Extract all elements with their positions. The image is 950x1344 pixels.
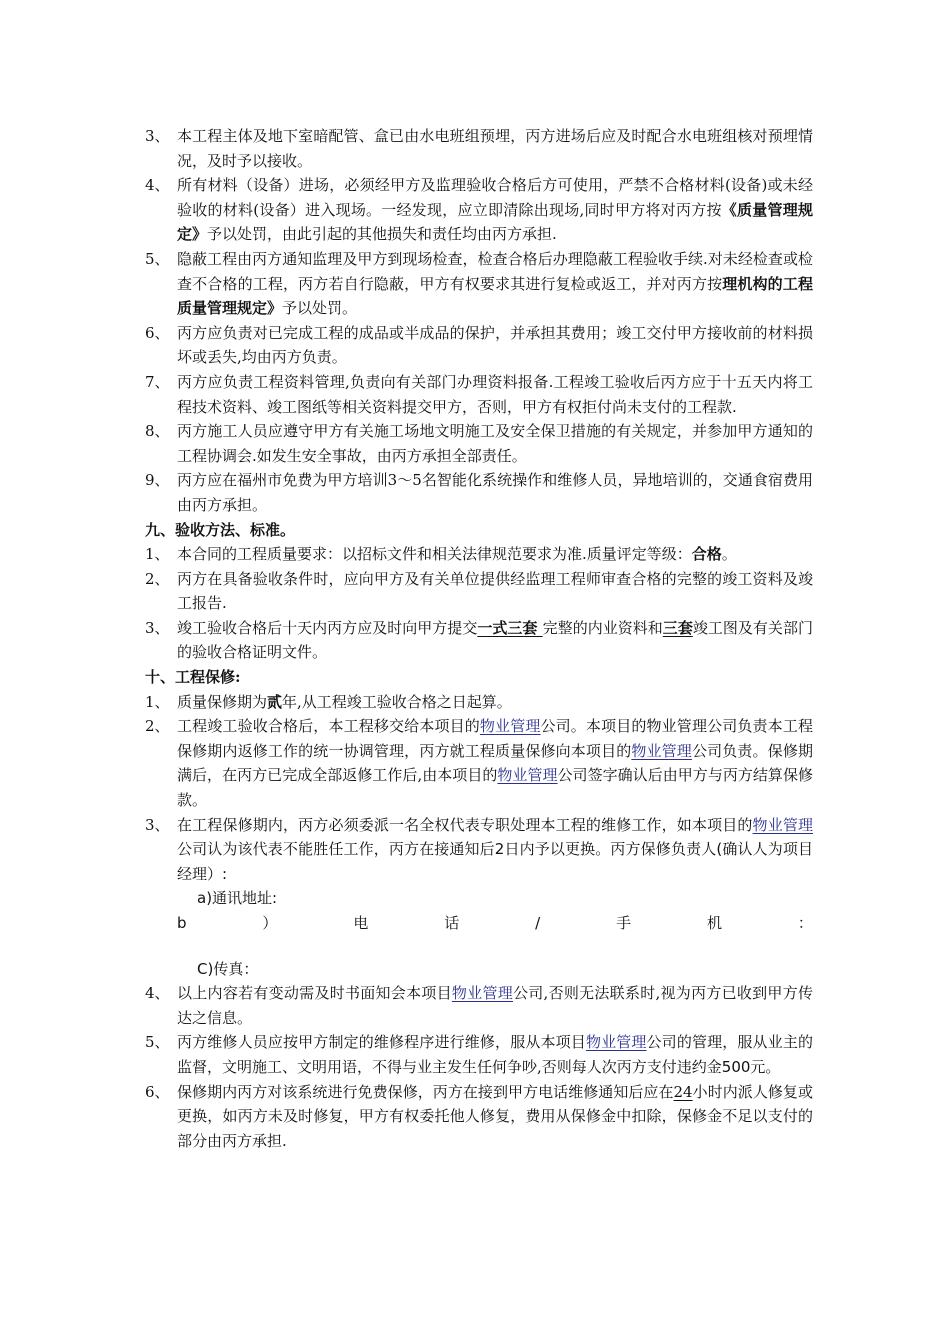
penalty-amount: 500: [721, 1057, 751, 1076]
property-management-link[interactable]: 物业管理: [752, 815, 813, 834]
clause-text: 隐蔽工程由丙方通知监理及甲方到现场检查，检查合格后办理隐蔽工程验收手续.对未经检查或检查不合格的工程，丙方若自行隐蔽，甲方有权要求其进行复检或返工，并对丙方按理机构的工程质量管理规定》予以处罚。: [177, 249, 813, 318]
phone-label-part: b: [177, 914, 187, 932]
phone-label-part: ）: [262, 914, 278, 932]
clause-text: 以上内容若有变动需及时书面知会本项目物业管理公司,否则无法联系时,视为丙方已收到甲方传达之信息。: [177, 984, 813, 1027]
clause-text: 所有材料（设备）进场，必须经甲方及监理验收合格后方可使用，严禁不合格材料(设备)或未经验收的材料(设备）进入现场。一经发现，应立即清除出现场,同时甲方将对丙方按《质量管理规定》予以处罚，由此引起的其他损失和责任均由丙方承担.: [177, 176, 813, 244]
clause-number: 1、: [145, 545, 170, 564]
clause-item: [145, 981, 813, 1030]
clause-number: 2、: [145, 569, 170, 588]
clause-text: 本工程主体及地下室暗配管、盒已由水电班组预埋，丙方进场后应及时配合水电班组核对预埋情况，及时予以接收。: [177, 127, 813, 170]
clause-number: 6、: [145, 1082, 170, 1101]
clause-text: 在工程保修期内，丙方必须委派一名全权代表专职处理本工程的维修工作，如本项目的物业管理公司认为该代表不能胜任工作，丙方在接通知后2日内予以更换。丙方保修负责人(确认人为项目经理）:: [177, 815, 813, 883]
property-management-link[interactable]: 物业管理: [585, 1033, 647, 1052]
clause-text: 质量保修期为贰年,从工程竣工验收合格之日起算。: [177, 692, 512, 711]
clause-text: 丙方维修人员应按甲方制定的维修程序进行维修，服从本项目物业管理公司的管理，服从业主的监督，文明施工、文明用语，不得与业主发生任何争吵,否则每人次丙方支付违约金500元。: [177, 1033, 813, 1076]
clause-item: [145, 321, 813, 370]
phone-label-part: /: [535, 914, 541, 932]
property-management-link[interactable]: 物业管理: [497, 766, 558, 785]
section-heading-warranty: 十、工程保修:: [145, 668, 241, 687]
clause-number: 3、: [145, 618, 170, 637]
property-management-link[interactable]: 物业管理: [631, 741, 692, 760]
phone-label-part: 手: [616, 914, 632, 932]
clause-number: 3、: [145, 127, 170, 145]
clause-text: 丙方在具备验收条件时，应向甲方及有关单位提供经监理工程师审查合格的完整的竣工资料及竣工报告.: [177, 569, 813, 613]
clause-number: 7、: [145, 372, 170, 391]
property-management-link[interactable]: 物业管理: [451, 984, 513, 1003]
clause-item: [145, 1080, 813, 1154]
response-hours: 24: [673, 1082, 693, 1101]
clause-item: [145, 714, 813, 812]
clause-number: 6、: [145, 323, 170, 342]
clause-number: 4、: [145, 984, 170, 1003]
clause-item: [145, 419, 813, 468]
clause-item: [145, 813, 813, 887]
phone-label-part: ：: [797, 914, 813, 932]
clause-text: 竣工验收合格后十天内丙方应及时向甲方提交一式三套 完整的内业资料和三套竣工图及有关部门的验收合格证明文件。: [177, 618, 813, 662]
phone-label-part: 话: [444, 914, 460, 932]
phone-label-part: 机: [707, 914, 723, 932]
clause-text: 工程竣工验收合格后，本工程移交给本项目的物业管理公司。本项目的物业管理公司负责本工程保修期内返修工作的统一协调管理，丙方就工程质量保修向本项目的物业管理公司负责。保修期满后，在丙方已完成全部返修工作后,由本项目的物业管理公司签字确认后由甲方与丙方结算保修款。: [177, 717, 813, 810]
clause-number: 9、: [145, 471, 170, 490]
clause-number: 8、: [145, 422, 170, 441]
bold-reference: 《质量管理规定》: [177, 200, 813, 244]
contact-phone-line: [177, 911, 813, 936]
clause-number: 2、: [145, 717, 170, 736]
clause-item: [145, 370, 813, 419]
section-heading-acceptance: 九、验收方法、标准。: [145, 520, 296, 539]
bold-reference: 理机构的工程质量管理规定》: [177, 274, 813, 318]
clause-text: 丙方施工人员应遵守甲方有关施工场地文明施工及安全保卫措施的有关规定，并参加甲方通知的工程协调会.如发生安全事故，由丙方承担全部责任。: [177, 422, 813, 465]
document-content: [145, 124, 813, 1153]
clause-item: [145, 542, 813, 567]
clause-text: 丙方应负责对已完成工程的成品或半成品的保护，并承担其费用；竣工交付甲方接收前的材料损坏或丢失,均由丙方负责。: [177, 323, 813, 367]
copies-count: 一式三套: [477, 618, 543, 637]
clause-item: [145, 247, 813, 321]
drawings-count: 三套: [662, 618, 693, 637]
clause-item: [145, 468, 813, 517]
phone-label-part: 电: [353, 914, 369, 932]
clause-number: 1、: [145, 692, 170, 711]
contact-fax-line: C)传真：: [197, 959, 259, 978]
clause-number: 5、: [145, 249, 170, 268]
clause-item: [145, 567, 813, 616]
clause-item: [145, 616, 813, 665]
clause-text: 本合同的工程质量要求：以招标文件和相关法律规范要求为准.质量评定等级：合格。: [177, 545, 737, 564]
clause-text: 丙方应在福州市免费为甲方培训3～5名智能化系统操作和维修人员，异地培训的，交通食宿费用由丙方承担。: [177, 471, 813, 514]
clause-number: 5、: [145, 1033, 170, 1052]
clause-item: [145, 124, 813, 173]
clause-number: 4、: [145, 176, 170, 195]
warranty-years: 贰: [267, 692, 283, 711]
quality-grade: 合格: [691, 545, 722, 564]
clause-number: 3、: [145, 815, 170, 834]
clause-text: 丙方应负责工程资料管理,负责向有关部门办理资料报备.工程竣工验收后丙方应于十五天内将工程技术资料、竣工图纸等相关资料提交甲方，否则，甲方有权拒付尚未支付的工程款.: [177, 372, 813, 416]
clause-item: [145, 1030, 813, 1079]
clause-text: 保修期内丙方对该系统进行免费保修，丙方在接到甲方电话维修通知后应在24小时内派人修复或更换，如丙方未及时修复，甲方有权委托他人修复，费用从保修金中扣除，保修金不足以支付的部分由丙方承担.: [177, 1082, 813, 1150]
clause-item: [145, 173, 813, 247]
clause-item: [145, 690, 813, 715]
contact-address-line: a)通讯地址:: [197, 889, 278, 908]
property-management-link[interactable]: 物业管理: [479, 717, 541, 736]
